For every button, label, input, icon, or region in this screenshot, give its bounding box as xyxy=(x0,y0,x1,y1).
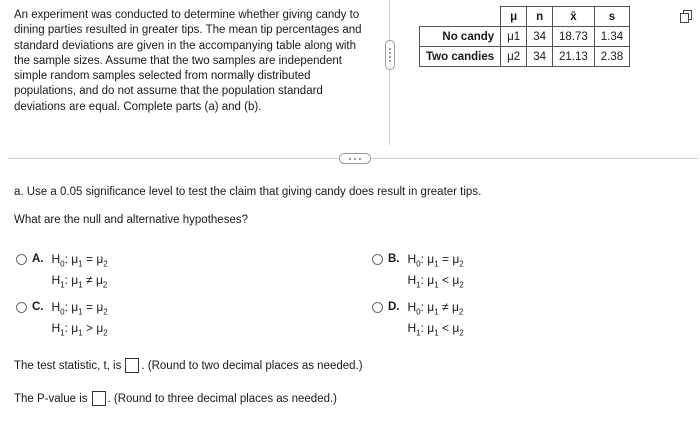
option-hypotheses xyxy=(52,299,108,342)
option-hypotheses xyxy=(52,251,108,294)
handle-dot xyxy=(389,52,391,54)
cell-s: 2.38 xyxy=(594,47,629,67)
h1-relation: < xyxy=(442,273,450,288)
alt-hypothesis: $H_1$: $\mu_1 > \mu_2$ xyxy=(51,321,108,338)
alt-hypothesis: $H_1$: $\mu_1 < \mu_2$ xyxy=(407,273,464,290)
p-value-line xyxy=(14,391,337,406)
option-letter: B. xyxy=(388,253,400,265)
horizontal-expand-handle[interactable] xyxy=(339,153,371,164)
option-letter: A. xyxy=(32,253,44,265)
test-statistic-line xyxy=(14,358,363,373)
row-label: No candy xyxy=(420,27,501,47)
copy-icon[interactable] xyxy=(680,10,692,23)
cell-n: 34 xyxy=(527,27,553,47)
handle-dot xyxy=(389,56,391,58)
p-value-input[interactable] xyxy=(92,391,106,406)
hypotheses-question: What are the null and alternative hypotheses? xyxy=(14,214,248,226)
header-xbar: x̄ xyxy=(553,7,595,27)
handle-dot xyxy=(354,158,356,160)
handle-dot xyxy=(389,60,391,62)
cell-xbar: 18.73 xyxy=(553,27,595,47)
option-hypotheses xyxy=(408,251,464,294)
data-table xyxy=(419,6,630,67)
vertical-divider xyxy=(389,0,390,145)
header-s: s xyxy=(594,7,629,27)
alt-hypothesis: $H_1$: $\mu_1 < \mu_2$ xyxy=(407,321,464,338)
radio-button[interactable] xyxy=(372,254,383,265)
option-c[interactable] xyxy=(16,299,108,342)
cell-xbar: 21.13 xyxy=(553,47,595,67)
p-value-hint: . (Round to three decimal places as needed.) xyxy=(107,392,338,405)
h0-relation: ≠ xyxy=(442,300,449,314)
radio-button[interactable] xyxy=(16,302,27,313)
table-corner xyxy=(420,7,501,27)
h1-relation: ≠ xyxy=(86,273,93,288)
option-hypotheses xyxy=(408,299,464,342)
test-statistic-input[interactable] xyxy=(125,358,139,373)
h0-relation: = xyxy=(86,300,94,314)
handle-dot xyxy=(349,158,351,160)
header-n: n xyxy=(527,7,553,27)
handle-dot xyxy=(359,158,361,160)
table-header-row xyxy=(420,7,630,27)
test-statistic-label: The test statistic, t, is xyxy=(14,359,122,372)
radio-button[interactable] xyxy=(372,302,383,313)
option-letter: D. xyxy=(388,301,400,313)
h1-relation: > xyxy=(86,321,94,336)
header-mu: μ xyxy=(501,7,527,27)
part-a-question: a. Use a 0.05 significance level to test the claim that giving candy does result in greater tips. xyxy=(14,186,482,198)
option-d[interactable] xyxy=(372,299,464,342)
p-value-label: The P-value is xyxy=(14,392,88,405)
cell-s: 1.34 xyxy=(594,27,629,47)
cell-n: 34 xyxy=(527,47,553,67)
null-hypothesis: $H_0$: $\mu_1 \ne \mu_2$ xyxy=(407,300,464,317)
cell-mu: μ2 xyxy=(501,47,527,67)
radio-button[interactable] xyxy=(16,254,27,265)
table-row xyxy=(420,47,630,67)
null-hypothesis: $H_0$: $\mu_1 = \mu_2$ xyxy=(51,252,108,269)
option-a[interactable] xyxy=(16,251,108,294)
null-hypothesis: $H_0$: $\mu_1 = \mu_2$ xyxy=(407,252,464,269)
option-letter: C. xyxy=(32,301,44,313)
h1-relation: < xyxy=(442,321,450,336)
option-b[interactable] xyxy=(372,251,464,294)
test-statistic-hint: . (Round to two decimal places as needed.) xyxy=(141,359,363,372)
h0-relation: = xyxy=(442,252,450,266)
row-label: Two candies xyxy=(420,47,501,67)
vertical-resize-handle[interactable] xyxy=(385,40,395,70)
table-row xyxy=(420,27,630,47)
null-hypothesis: $H_0$: $\mu_1 = \mu_2$ xyxy=(51,300,108,317)
alt-hypothesis: $H_1$: $\mu_1 \ne \mu_2$ xyxy=(51,273,108,290)
handle-dot xyxy=(389,48,391,50)
h0-relation: = xyxy=(86,252,94,266)
cell-mu: μ1 xyxy=(501,27,527,47)
problem-statement: An experiment was conducted to determine whether giving candy to dining parties resulted in greater tips. The mean tip percentages and standard deviations are given in the accompanying table along with the sample sizes. Assume that the two samples are independent simple random samples selected from normally distributed populations, and do not assume that the population standard deviations are equal. Complete parts (a) and (b). xyxy=(14,9,362,113)
